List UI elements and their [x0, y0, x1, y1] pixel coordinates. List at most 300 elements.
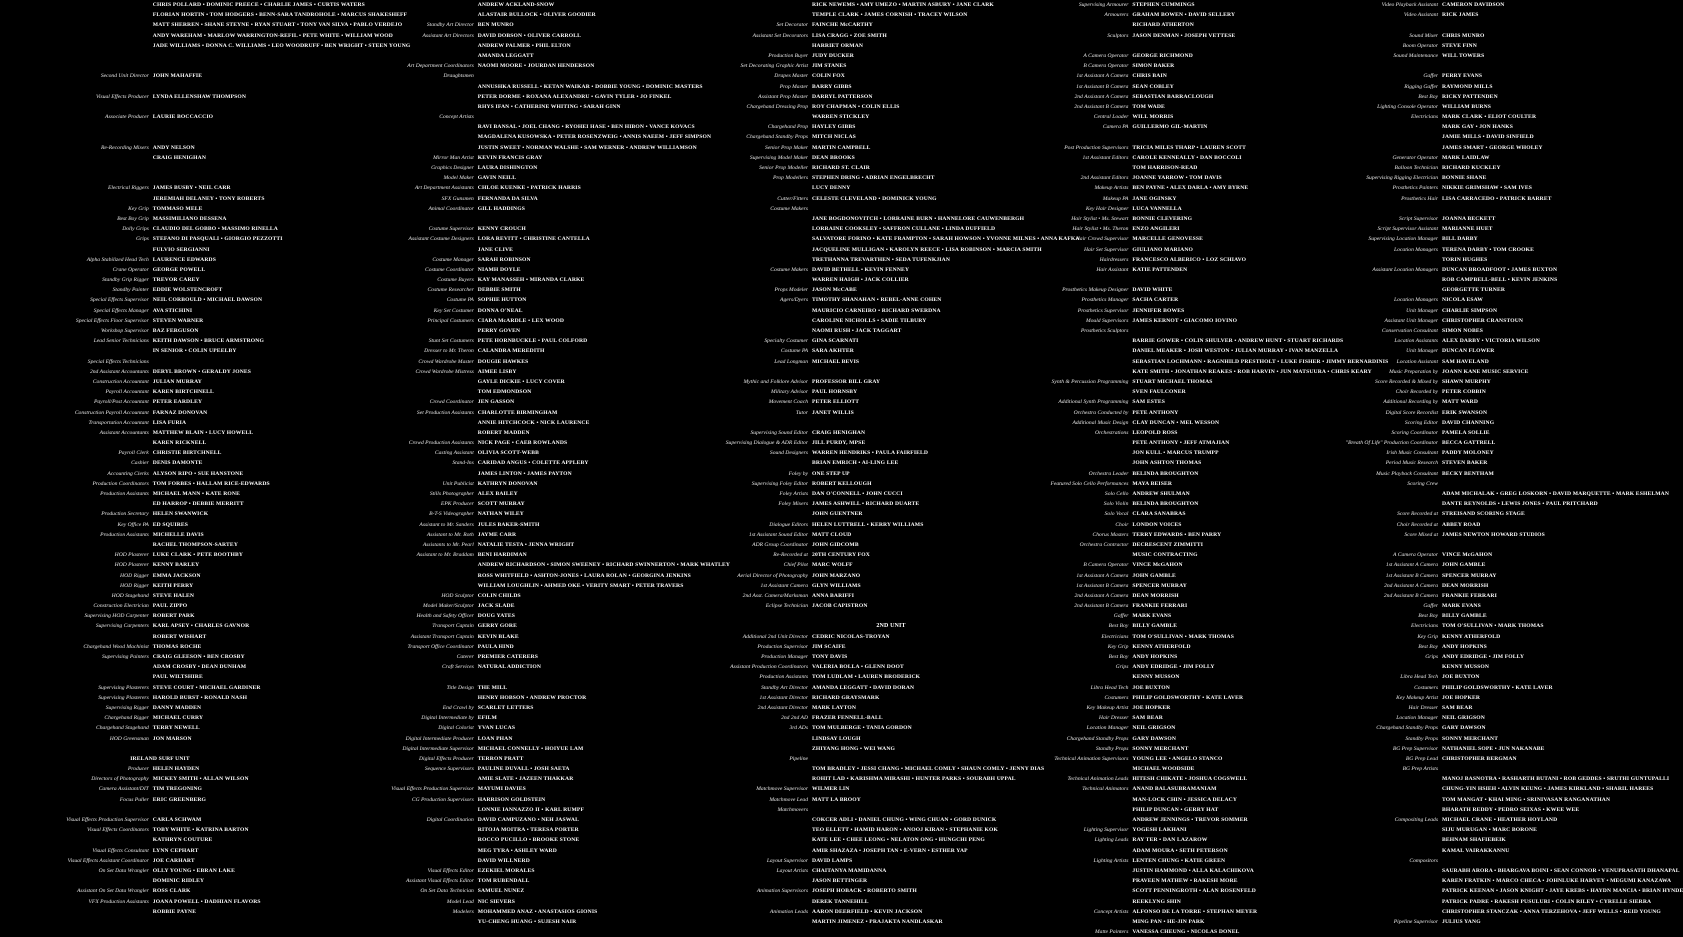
credit-names: PAULINE DUVALL • JOSH SAETA	[477, 766, 570, 773]
credit-names: TEMPLE CLARK • JAMES CORNISH • TRACEY WILSON	[812, 12, 968, 19]
credit-row	[345, 723, 625, 733]
credit-names: CHRIS BAIN	[1132, 73, 1167, 80]
credit-role: Boom Operator	[1402, 42, 1438, 49]
credit-role: Costume PA	[446, 297, 474, 304]
credit-role: Military Advisor	[770, 389, 808, 396]
credit-names: DERYL BROWN • GERALDY JONES	[152, 368, 252, 375]
credit-role: Assistant to Mr. Braddam	[416, 552, 474, 559]
credit-role: Visual Effects Coordinators	[86, 827, 149, 834]
credit-names: TIM TREGONING	[152, 786, 203, 793]
credit-names: KATE LEE • CHEE LEONG • NELATON ONG • HUNGCHI PENG	[812, 837, 985, 844]
credit-role: Focus Puller	[119, 796, 149, 803]
credit-row	[995, 530, 1285, 540]
credit-row	[345, 886, 625, 896]
credit-row	[670, 876, 970, 886]
credit-role: Dialogue Editors	[769, 521, 808, 528]
credit-row	[20, 408, 300, 418]
credit-row	[670, 774, 1016, 784]
credit-names: TOM RUBENDALL	[477, 878, 530, 885]
credit-names: JENNIFER BOWES	[1132, 307, 1185, 314]
credit-names: PAMELA SOLLIE	[1442, 429, 1490, 436]
credit-row	[995, 132, 1285, 142]
credit-names: TOMMASO MELE	[152, 205, 203, 212]
credit-row	[1300, 479, 1600, 489]
credit-row	[670, 112, 970, 122]
credit-names: DAVID WILLNERD	[477, 857, 530, 864]
credit-row	[670, 408, 970, 418]
credit-row	[20, 703, 300, 713]
credit-names: FRANCESCO ALBERICO • LOZ SCHIAVO	[1132, 256, 1247, 263]
credit-names: TERRY EDWARDS • BEN PARRY	[1132, 531, 1222, 538]
credit-role: Prosthetics Manager	[1081, 297, 1129, 304]
credit-names: VALERIA BOLLA • GLENN DOOT	[812, 664, 904, 671]
credit-names: VANESSA CHEUNG • NICOLAS DONEL	[1132, 929, 1240, 936]
credit-row	[670, 897, 970, 907]
credit-row	[995, 285, 1285, 295]
credit-row	[345, 805, 625, 815]
credit-row	[345, 336, 625, 346]
credit-row	[20, 795, 300, 805]
credit-names: RHYS IFAN • CATHERINE WHITING • SARAH GINN	[477, 103, 621, 110]
credit-row	[670, 51, 970, 61]
credit-role: Supervising Sound Editor	[750, 429, 808, 436]
credit-role: Layout Artists	[776, 867, 808, 874]
credit-role: Producer	[127, 766, 149, 773]
credit-names: JULES BAKER-SMITH	[477, 521, 540, 528]
credit-names: JASON BETTINGER	[812, 878, 868, 885]
credit-row	[345, 285, 625, 295]
credit-row	[670, 255, 970, 265]
credit-names: GAYLE DICKIE • LUCY COVER	[477, 378, 565, 385]
credit-row	[20, 621, 300, 631]
credit-names: NATHANIEL SOPE • JUN NAKANABE	[1442, 745, 1545, 752]
credit-row	[20, 754, 300, 764]
credit-names: MARCELLE GENOVESSE	[1132, 236, 1204, 243]
credit-names: ANDY HOPKINS	[1132, 654, 1178, 660]
credit-row	[20, 61, 300, 71]
credit-role: Makeup PA	[1102, 195, 1129, 202]
credit-role: Lighting Artists	[1093, 857, 1129, 864]
credit-row	[20, 662, 300, 672]
credit-role: Best Boy	[1418, 93, 1438, 100]
credit-role: Assistant Unit Manager	[1384, 317, 1438, 324]
credit-names: JANE OGINSKY	[1132, 195, 1177, 202]
credit-names: FRAZER FENNELL-BALL	[812, 715, 883, 722]
credit-role: Caterer	[456, 654, 474, 660]
credit-row	[995, 357, 1389, 367]
credit-row	[20, 357, 300, 367]
credit-names: ALEX DARBY • VICTORIA WILSON	[1442, 338, 1540, 345]
credit-row	[345, 591, 625, 601]
credit-row	[20, 723, 300, 733]
credit-row	[20, 31, 393, 41]
credit-role: On Set Data Wrangler	[98, 867, 149, 874]
credit-role: Sculptors	[1107, 32, 1129, 39]
credit-role: HOD Greensman	[109, 735, 149, 742]
credit-names: TREVOR CAREY	[152, 277, 200, 284]
credit-role: Dolly Grips	[122, 226, 149, 233]
credit-row	[1300, 143, 1600, 153]
credit-row	[995, 326, 1285, 336]
credit-row	[345, 295, 625, 305]
credit-row	[670, 163, 970, 173]
credit-role: Chargehand Standby Props	[746, 134, 808, 141]
credit-row	[1300, 428, 1600, 438]
credit-names: TOM O'SULLIVAN • MARK THOMAS	[1132, 633, 1234, 640]
credit-row	[345, 275, 625, 285]
credit-role: Supervising Foley Editor	[751, 480, 808, 487]
credit-role: "Breath Of Life" Production Coordinator	[1345, 440, 1438, 447]
credit-row	[670, 418, 970, 428]
credit-role: EPK Producer	[440, 501, 474, 508]
credit-row	[670, 122, 970, 132]
credit-row	[1300, 92, 1600, 102]
credit-names: RITOJA MOITRA • TERESA PORTER	[477, 827, 579, 834]
credit-row	[1300, 377, 1600, 387]
credit-names: PHILIP GOLDSWORTHY • KATE LAVER	[1132, 694, 1244, 701]
credit-names: 20TH CENTURY FOX	[812, 552, 870, 559]
credit-role: Generator Operator	[1392, 154, 1438, 161]
credit-row	[670, 214, 1025, 224]
credit-names: STEPHEN DRING • ADRIAN ENGELBRECHT	[812, 175, 935, 182]
credit-row	[20, 479, 300, 489]
credit-names: BRIAN EMRICH • AI-LING LEE	[812, 460, 899, 467]
credit-names: DOUGIE HAWKES	[477, 358, 529, 365]
credit-row	[1300, 835, 1600, 845]
credit-role: Stand-Ins	[452, 460, 474, 467]
credit-names: DAVID WHITE	[1132, 287, 1173, 294]
credit-role: Visual Effects Assistant Coordinator	[67, 857, 149, 864]
credit-names: TOM BRADLEY • JESSI CHANG • MICHAEL COMLY • SHAUN COMLY • JENNY DIAS	[812, 766, 1045, 773]
credit-names: SEBASTIAN LOCHMANN • RAGNHILD PRESTHOLT • LUKE FISHER • JIMMY BERNARDINIS	[1132, 358, 1389, 365]
credit-row	[670, 479, 970, 489]
credit-names: JIM STANES	[812, 63, 847, 70]
credit-row	[670, 458, 970, 468]
credit-row	[995, 92, 1285, 102]
credit-row	[670, 326, 970, 336]
credit-names: LOAN PHAN	[477, 735, 513, 742]
credit-role: SFX Gunsmen	[441, 195, 474, 202]
credit-role: 2nd 2nd AD	[781, 715, 808, 722]
credit-row	[345, 346, 625, 356]
credit-role: HOD Stagehand	[111, 592, 149, 599]
credit-row	[670, 784, 970, 794]
credit-names: LONDON VOICES	[1132, 521, 1182, 528]
credit-role: Production Manager	[761, 654, 808, 660]
credit-row	[995, 876, 1285, 886]
credit-role: Prosthetics Makeup Designer	[1062, 287, 1129, 294]
credit-names: AMIE SLATE • JAZEEN THAKKAR	[477, 776, 574, 783]
credit-names: STEVE COURT • MICHAEL GARDINER	[152, 684, 261, 691]
credit-row	[20, 683, 300, 693]
credit-names: JOHN GIDCOMB	[812, 541, 859, 548]
credit-row	[20, 428, 300, 438]
credit-names: PETER COBBIN	[1442, 389, 1486, 396]
credit-names: MICKEY SMITH • ALLAN WILSON	[152, 776, 249, 783]
credit-role: Sound Designers	[769, 450, 808, 457]
credit-names: MATT SHERREN • SHANE STEYNE • RYAN STUART • TONY VAN SILVA • PABLO VERDEJO	[152, 22, 403, 29]
credit-row	[20, 632, 300, 642]
credit-role: Score Recorded & Mixed by	[1375, 378, 1438, 385]
credit-names: JEN GASSON	[477, 399, 515, 406]
credit-names: KATE SMITH • JONATHAN REAKES • ROB HARVIN • JUN MATSUURA • CHRIS KEARY	[1132, 368, 1372, 375]
credit-names: ANDY EDRIDGE • JIM FOLLY	[1132, 664, 1215, 671]
credit-row	[1300, 82, 1600, 92]
credit-row	[20, 92, 300, 102]
credit-role: Mythic and Folklore Advisor	[743, 378, 808, 385]
credit-row	[345, 795, 625, 805]
credit-role: Makeup Artists	[1094, 185, 1129, 192]
credit-names: STEVE HALEN	[152, 592, 195, 599]
credit-row	[1300, 448, 1600, 458]
credit-row	[20, 611, 300, 621]
credit-names: JOE HOPKER	[1442, 694, 1481, 701]
credit-names: JAMES ASHWILL • RICHARD DUARTE	[812, 501, 920, 508]
credit-role: Costumers	[1414, 684, 1438, 691]
credit-role: Sequence Supervisors	[424, 766, 474, 773]
credit-role: Post Production Supervisors	[1064, 144, 1129, 151]
credit-names: THOMAS ROCHE	[152, 643, 202, 650]
credit-names: JUDY DUCKER	[812, 52, 854, 59]
credit-names: MATT WARD	[1442, 399, 1479, 406]
credit-row	[1300, 560, 1600, 570]
credit-row	[20, 897, 300, 907]
credit-role: Featured Solo Cello Performances	[1050, 480, 1129, 487]
credit-names: LISA CRAGG • ZOE SMITH	[812, 32, 887, 39]
credit-role: Music Preparation by	[1389, 368, 1438, 375]
credit-names: JAMES SMART • GEORGE WHOLEY	[1442, 144, 1543, 151]
credit-row	[995, 621, 1285, 631]
credit-row	[995, 825, 1285, 835]
credit-role: Standby Props	[1095, 745, 1129, 752]
credit-names: DEAN BROOKS	[812, 154, 855, 161]
credit-role: Production Coordinators	[92, 480, 149, 487]
credit-names: LISA FURIA	[152, 419, 187, 426]
credit-names: MARK EVANS	[1132, 613, 1172, 620]
credit-names: MICHAEL BEVIS	[812, 358, 860, 365]
credit-names: ALFONSO DE LA TORRE • STEPHAN MEYER	[1132, 908, 1258, 915]
credit-row	[995, 907, 1285, 917]
credit-names: CARLA SCHWAM	[152, 817, 202, 823]
credit-names: MARK CLARK • ELIOT COULTER	[1442, 114, 1537, 121]
credit-row	[1300, 876, 1672, 886]
credit-row	[995, 71, 1285, 81]
credit-row	[345, 744, 625, 754]
credit-names: CHRIS MUNRO	[1442, 32, 1485, 39]
credit-names: GEORGE RICHMOND	[1132, 52, 1193, 59]
credit-names: GINA SCARNATI	[812, 338, 859, 345]
credit-names: RICHARD KUCKLEY	[1442, 165, 1501, 171]
credit-names: HARRIET ORMAN	[812, 42, 864, 49]
credit-row	[1300, 530, 1600, 540]
credit-role: Costume Coordinator	[425, 266, 474, 273]
credit-row	[20, 367, 300, 377]
credit-names: JON KULL • MARCUS TRUMPP	[1132, 450, 1219, 457]
credit-row	[1300, 754, 1600, 764]
credit-names: SIMON BAKER	[1132, 63, 1175, 70]
credit-role: Matchmovers	[777, 806, 808, 813]
credit-names: ANDREW RICHARDSON • SIMON SWEENEY • RICHARD SWINNERTON • MARK WHATLEY	[477, 562, 731, 569]
credit-role: Digital Intermediate Producer	[405, 735, 474, 742]
credit-row	[995, 275, 1285, 285]
credit-row	[1300, 795, 1611, 805]
credit-role: Supervising Rigger	[105, 704, 149, 711]
credit-row	[20, 693, 300, 703]
credit-row	[1300, 51, 1600, 61]
credit-role: B Camera Operator	[1083, 63, 1129, 70]
credit-row	[670, 632, 970, 642]
credit-role: Digital Score Recordist	[1385, 409, 1438, 416]
credit-row	[20, 774, 300, 784]
credit-row	[670, 754, 970, 764]
credit-row	[20, 601, 300, 611]
credit-row	[1300, 774, 1670, 784]
credit-names: THE MILL	[477, 684, 508, 691]
credit-role: Costume Supervisor	[428, 226, 474, 233]
credit-row	[1300, 10, 1600, 20]
credit-names: KENNY ATHERFOLD	[1132, 643, 1191, 650]
credit-row	[670, 82, 970, 92]
credit-row	[345, 458, 625, 468]
credit-names: JOE CARHART	[152, 857, 195, 864]
credit-names: ENZO ANGILERI	[1132, 226, 1180, 233]
credit-row	[345, 652, 625, 662]
credit-names: KAY MANASSEH • MIRANDA CLARKE	[477, 277, 585, 284]
credit-row	[670, 723, 970, 733]
credit-role: 2nd Assistant Director	[757, 704, 808, 711]
credit-row	[20, 20, 403, 30]
credit-names: MARK LAYTON	[812, 704, 857, 711]
credit-role: Irish Music Consultant	[1386, 450, 1438, 457]
credit-row	[20, 346, 300, 356]
credit-role: Hairdressers	[1099, 256, 1129, 263]
credit-row	[345, 540, 625, 550]
credit-row	[995, 265, 1285, 275]
credit-role: Assistant to Mr. Roth	[426, 531, 474, 538]
credit-row	[1300, 550, 1600, 560]
credit-row	[20, 550, 300, 560]
credit-names: SONNY MERCHANT	[1132, 745, 1189, 752]
credit-row	[670, 10, 970, 20]
credit-row	[20, 132, 300, 142]
credit-row	[345, 31, 625, 41]
credit-row	[20, 805, 300, 815]
credit-row	[20, 438, 300, 448]
credit-row	[995, 795, 1285, 805]
credit-names: ALEX BAILEY	[477, 491, 518, 497]
credit-role: Pipeline Supervisor	[1393, 918, 1438, 925]
credit-names: PETER ELLIOTT	[812, 399, 860, 406]
credit-row	[1300, 418, 1600, 428]
credit-names: DEAN MORRISH	[1132, 592, 1179, 599]
credit-role: Location Manager	[1396, 715, 1438, 722]
credit-names: LAURENCE EDWARDS	[152, 256, 216, 263]
credit-role: 2nd Assistant B Camera	[1074, 603, 1129, 610]
credit-names: KENNY MUSSON	[1132, 674, 1180, 681]
credit-role: 2nd Assistant Accountants	[89, 368, 149, 375]
credit-row	[20, 51, 300, 61]
credit-row	[20, 571, 300, 581]
credit-row	[670, 275, 970, 285]
credit-role: Assistant Prop Master	[758, 93, 808, 100]
credit-role: Animation Leads	[769, 908, 808, 915]
credit-role: Supervising Armourer	[1078, 2, 1129, 8]
credit-names: ADAM CROSBY • DEAN DUNHAM	[152, 664, 247, 671]
credit-row	[345, 825, 625, 835]
credit-role: Additional Recording by	[1383, 399, 1438, 406]
credit-role: Drapes Master	[774, 73, 808, 80]
credit-row	[345, 560, 731, 570]
credit-row	[995, 611, 1285, 621]
credit-role: Crowd Wardrobe Mistress	[415, 368, 474, 375]
credit-row	[345, 377, 625, 387]
credit-role: Digital Coordination	[426, 817, 474, 823]
credit-row	[995, 866, 1285, 876]
credit-names: MICHAEL CONNELLY • HOIYUE LAM	[477, 745, 584, 752]
credit-names: RICHARD ATHERTON	[1132, 22, 1194, 29]
credit-role: Camera PA	[1102, 124, 1129, 131]
credit-names: MUSIC CONTRACTING	[1132, 552, 1198, 559]
credit-names: ROSS WHITFIELD • ASHTON-JONES • LAURA ROLAN • GEORGINA JENKINS	[477, 572, 691, 579]
credit-names: MAYA BEISER	[1132, 480, 1173, 487]
credit-row	[20, 876, 300, 886]
credit-role: Standby Props	[1405, 735, 1438, 742]
credit-names: NATHAN WILEY	[477, 511, 524, 518]
credit-names: BELINDA BROUGHTON	[1132, 470, 1199, 477]
credit-role: Assistant Costume Designers	[408, 236, 474, 243]
credit-names: TOM WADE	[1132, 103, 1165, 110]
credit-row	[345, 734, 625, 744]
credit-names: ANDREW ACKLAND-SNOW	[477, 2, 555, 8]
credit-names: WILMER LIN	[812, 786, 850, 793]
credit-role: Matchmove Supervisor	[756, 786, 808, 793]
credit-row	[20, 245, 300, 255]
credit-row	[995, 560, 1285, 570]
credit-row	[995, 856, 1285, 866]
credit-role: Modelers	[452, 908, 474, 915]
credit-names: ANDY EDRIDGE • JIM FOLLY	[1442, 654, 1525, 660]
credit-role: Sound Mixer	[1409, 32, 1438, 39]
credit-names: AMIR SHAZAZA • JOSEPH TAN • E-VERN • ESTHER YAP	[812, 847, 968, 854]
credit-role: 2nd Assistant A Camera	[1384, 582, 1438, 589]
credit-names: PROFESSOR BILL GRAY	[812, 378, 881, 385]
credit-row	[670, 540, 970, 550]
credit-names: MICHELLE DAVIS	[152, 531, 204, 538]
credit-role: Assistant Location Managers	[1372, 266, 1438, 273]
credit-names: LUKE CLARK • PETE BOOTHBY	[152, 552, 244, 559]
credit-role: 1st Assistant A Camera	[1385, 562, 1438, 569]
credit-names: SIJU MURUGAN • MARC BORONE	[1442, 827, 1538, 834]
credit-row	[345, 51, 625, 61]
credit-row	[670, 917, 970, 927]
credit-row	[670, 520, 970, 530]
credit-names: AARON DEERFIELD • KEVIN JACKSON	[812, 908, 923, 915]
credit-names: CHRISTOPHER CRANSTOUN	[1442, 317, 1524, 324]
credit-row	[20, 907, 300, 917]
credit-row	[20, 255, 300, 265]
credit-role: Hair Assistant	[1096, 266, 1129, 273]
credit-names: BONNIE SHANE	[1442, 175, 1487, 182]
credit-row	[995, 214, 1285, 224]
credit-names: GERRY GORE	[477, 623, 517, 630]
credit-role: Re-Recording Mixers	[101, 144, 149, 151]
credit-row	[345, 408, 625, 418]
credit-row	[1300, 469, 1600, 479]
credit-names: SHAWN MURPHY	[1442, 378, 1491, 385]
credit-names: CHRIS POLLARD • DOMINIC PREECE • CHARLIE JAMES • CURTIS WATERS	[152, 2, 365, 8]
credit-names: KENNY CROUCH	[477, 226, 526, 233]
credit-row	[1300, 132, 1600, 142]
